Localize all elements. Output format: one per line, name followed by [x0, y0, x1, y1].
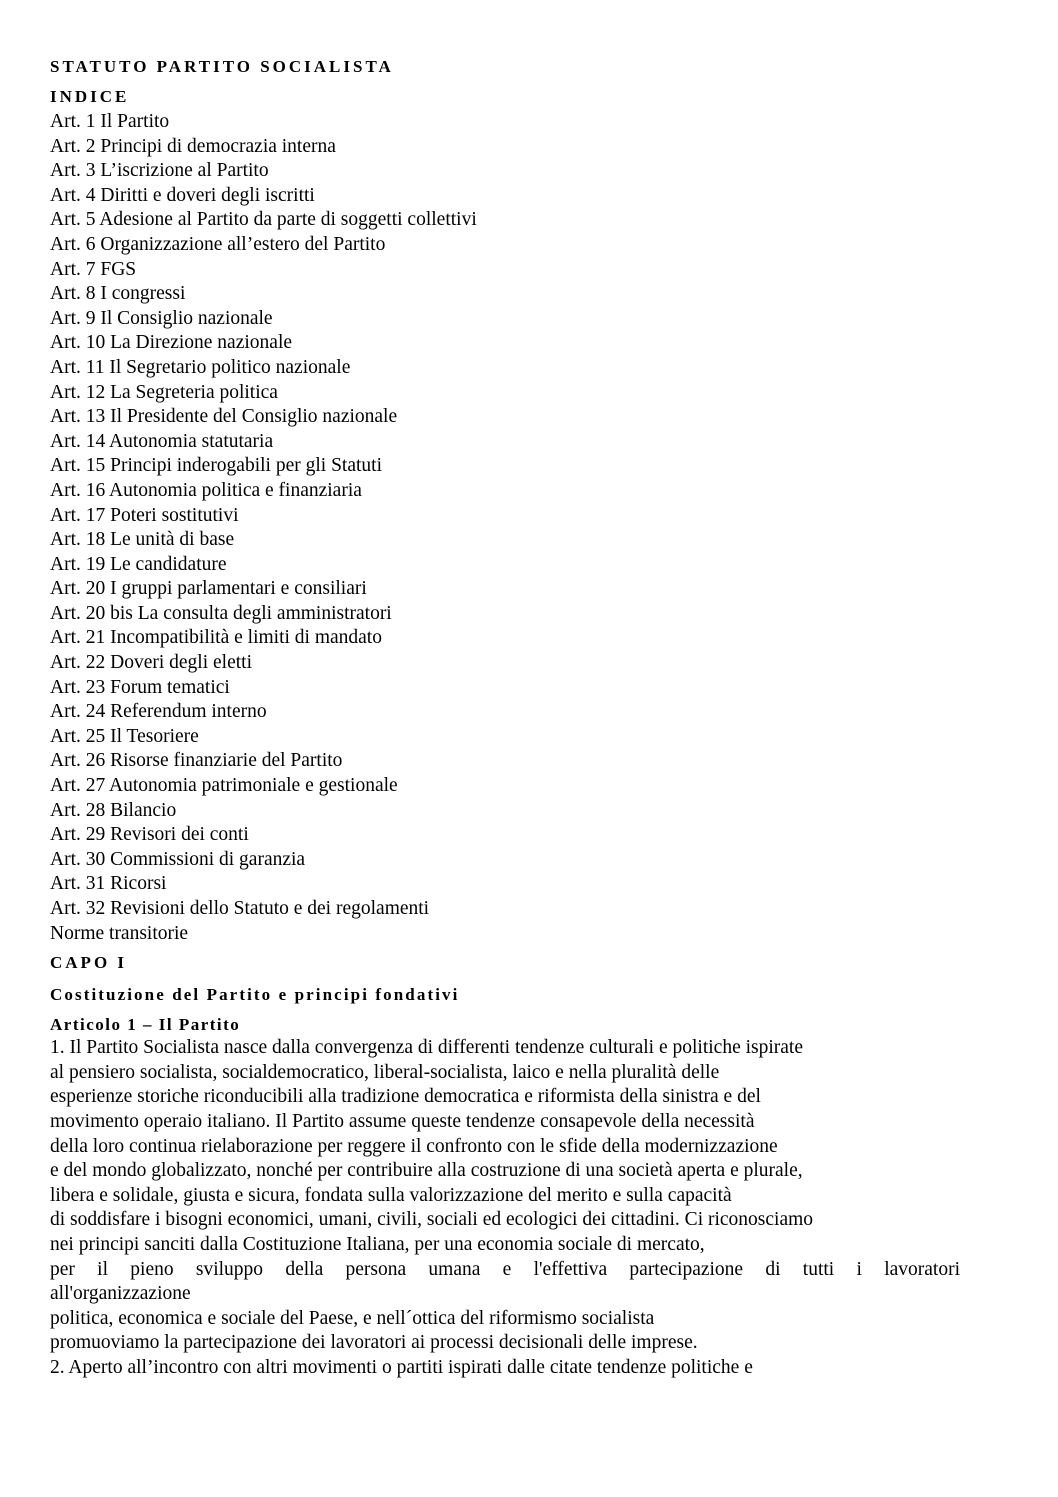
toc-entry: Norme transitorie	[50, 922, 189, 944]
toc-entry: Art. 27 Autonomia patrimoniale e gestionale	[50, 775, 398, 797]
capo-title: Costituzione del Partito e principi fondativi	[50, 985, 460, 1005]
toc-entry: Art. 18 Le unità di base	[50, 529, 235, 551]
toc-entry: Art. 1 Il Partito	[50, 111, 170, 132]
toc-entry: Art. 11 Il Segretario politico nazionale	[50, 356, 351, 378]
toc-entry: Art. 31 Ricorsi	[50, 873, 167, 895]
article-line: della loro continua rielaborazione per reggere il confronto con le sfide della modernizzazione	[50, 1135, 778, 1157]
toc-entry: Art. 19 Le candidature	[50, 553, 227, 575]
toc-entry: Art. 3 L’iscrizione al Partito	[50, 160, 269, 182]
article-line: libera e solidale, giusta e sicura, fondata sulla valorizzazione del merito e sulla capacità	[50, 1184, 732, 1206]
toc-entry: Art. 8 I congressi	[50, 283, 186, 305]
article-line: di soddisfare i bisogni economici, umani, civili, sociali ed ecologici dei cittadini. Ci riconosciamo	[50, 1209, 814, 1231]
article-body	[50, 1036, 960, 1380]
toc-entry: Art. 25 Il Tesoriere	[50, 725, 199, 747]
toc-entry: Art. 4 Diritti e doveri degli iscritti	[50, 184, 315, 206]
toc-entry: Art. 9 Il Consiglio nazionale	[50, 307, 273, 329]
toc-entry: Art. 12 La Segreteria politica	[50, 381, 278, 403]
toc-entry: Art. 14 Autonomia statutaria	[50, 430, 274, 452]
toc-entry: Art. 6 Organizzazione all’estero del Partito	[50, 233, 386, 255]
article-line: al pensiero socialista, socialdemocratico, liberal-socialista, laico e nella pluralità delle	[50, 1061, 720, 1083]
article-line: per il pieno sviluppo della persona umana e l'effettiva partecipazione di tutti i lavoratori	[50, 1258, 960, 1280]
document-title: STATUTO PARTITO SOCIALISTA	[50, 57, 394, 76]
toc-entry: Art. 13 Il Presidente del Consiglio nazionale	[50, 406, 398, 428]
toc-entry: Art. 29 Revisori dei conti	[50, 824, 249, 846]
article-line: nei principi sanciti dalla Costituzione Italiana, per una economia sociale di mercato,	[50, 1233, 705, 1255]
toc-entry: Art. 30 Commissioni di garanzia	[50, 848, 306, 870]
toc-entry: Art. 5 Adesione al Partito da parte di soggetti collettivi	[50, 209, 477, 231]
document-page	[50, 56, 960, 1381]
capo-heading: CAPO I	[50, 953, 128, 973]
article-line: promuoviamo la partecipazione dei lavoratori ai processi decisionali delle imprese.	[50, 1332, 698, 1354]
toc-entry: Art. 22 Doveri degli eletti	[50, 652, 252, 674]
index-heading: INDICE	[50, 87, 130, 106]
toc-entry: Art. 24 Referendum interno	[50, 701, 267, 723]
toc-entry: Art. 23 Forum tematici	[50, 676, 230, 698]
toc-entry: Art. 28 Bilancio	[50, 799, 177, 821]
toc-entry: Art. 15 Principi inderogabili per gli Statuti	[50, 455, 382, 477]
article-line: all'organizzazione	[50, 1283, 191, 1305]
toc-entry: Art. 32 Revisioni dello Statuto e dei regolamenti	[50, 898, 430, 919]
article-line: 1. Il Partito Socialista nasce dalla convergenza di differenti tendenze culturali e politiche ispirate	[50, 1037, 803, 1059]
toc-entry: Art. 16 Autonomia politica e finanziaria	[50, 479, 362, 501]
article-line: 2. Aperto all’incontro con altri movimenti o partiti ispirati dalle citate tendenze politiche e	[50, 1356, 753, 1378]
toc-entry: Art. 10 La Direzione nazionale	[50, 332, 293, 354]
article-line: movimento operaio italiano. Il Partito assume queste tendenze consapevole della necessità	[50, 1110, 755, 1132]
article-heading: Articolo 1 – Il Partito	[50, 1015, 241, 1035]
toc-entry: Art. 21 Incompatibilità e limiti di mandato	[50, 627, 382, 649]
toc-entry: Art. 20 bis La consulta degli amministratori	[50, 602, 392, 624]
toc-entry: Art. 2 Principi di democrazia interna	[50, 135, 336, 157]
article-line: esperienze storiche riconducibili alla tradizione democratica e riformista della sinistra e del	[50, 1086, 761, 1108]
table-of-contents	[50, 110, 960, 946]
toc-entry: Art. 17 Poteri sostitutivi	[50, 504, 239, 526]
toc-entry: Art. 20 I gruppi parlamentari e consiliari	[50, 578, 367, 600]
toc-entry: Art. 7 FGS	[50, 258, 137, 280]
article-line: e del mondo globalizzato, nonché per contribuire alla costruzione di una società aperta e plurale,	[50, 1160, 803, 1182]
toc-entry: Art. 26 Risorse finanziarie del Partito	[50, 750, 343, 772]
article-line: politica, economica e sociale del Paese, e nell´ottica del riformismo socialista	[50, 1307, 655, 1329]
